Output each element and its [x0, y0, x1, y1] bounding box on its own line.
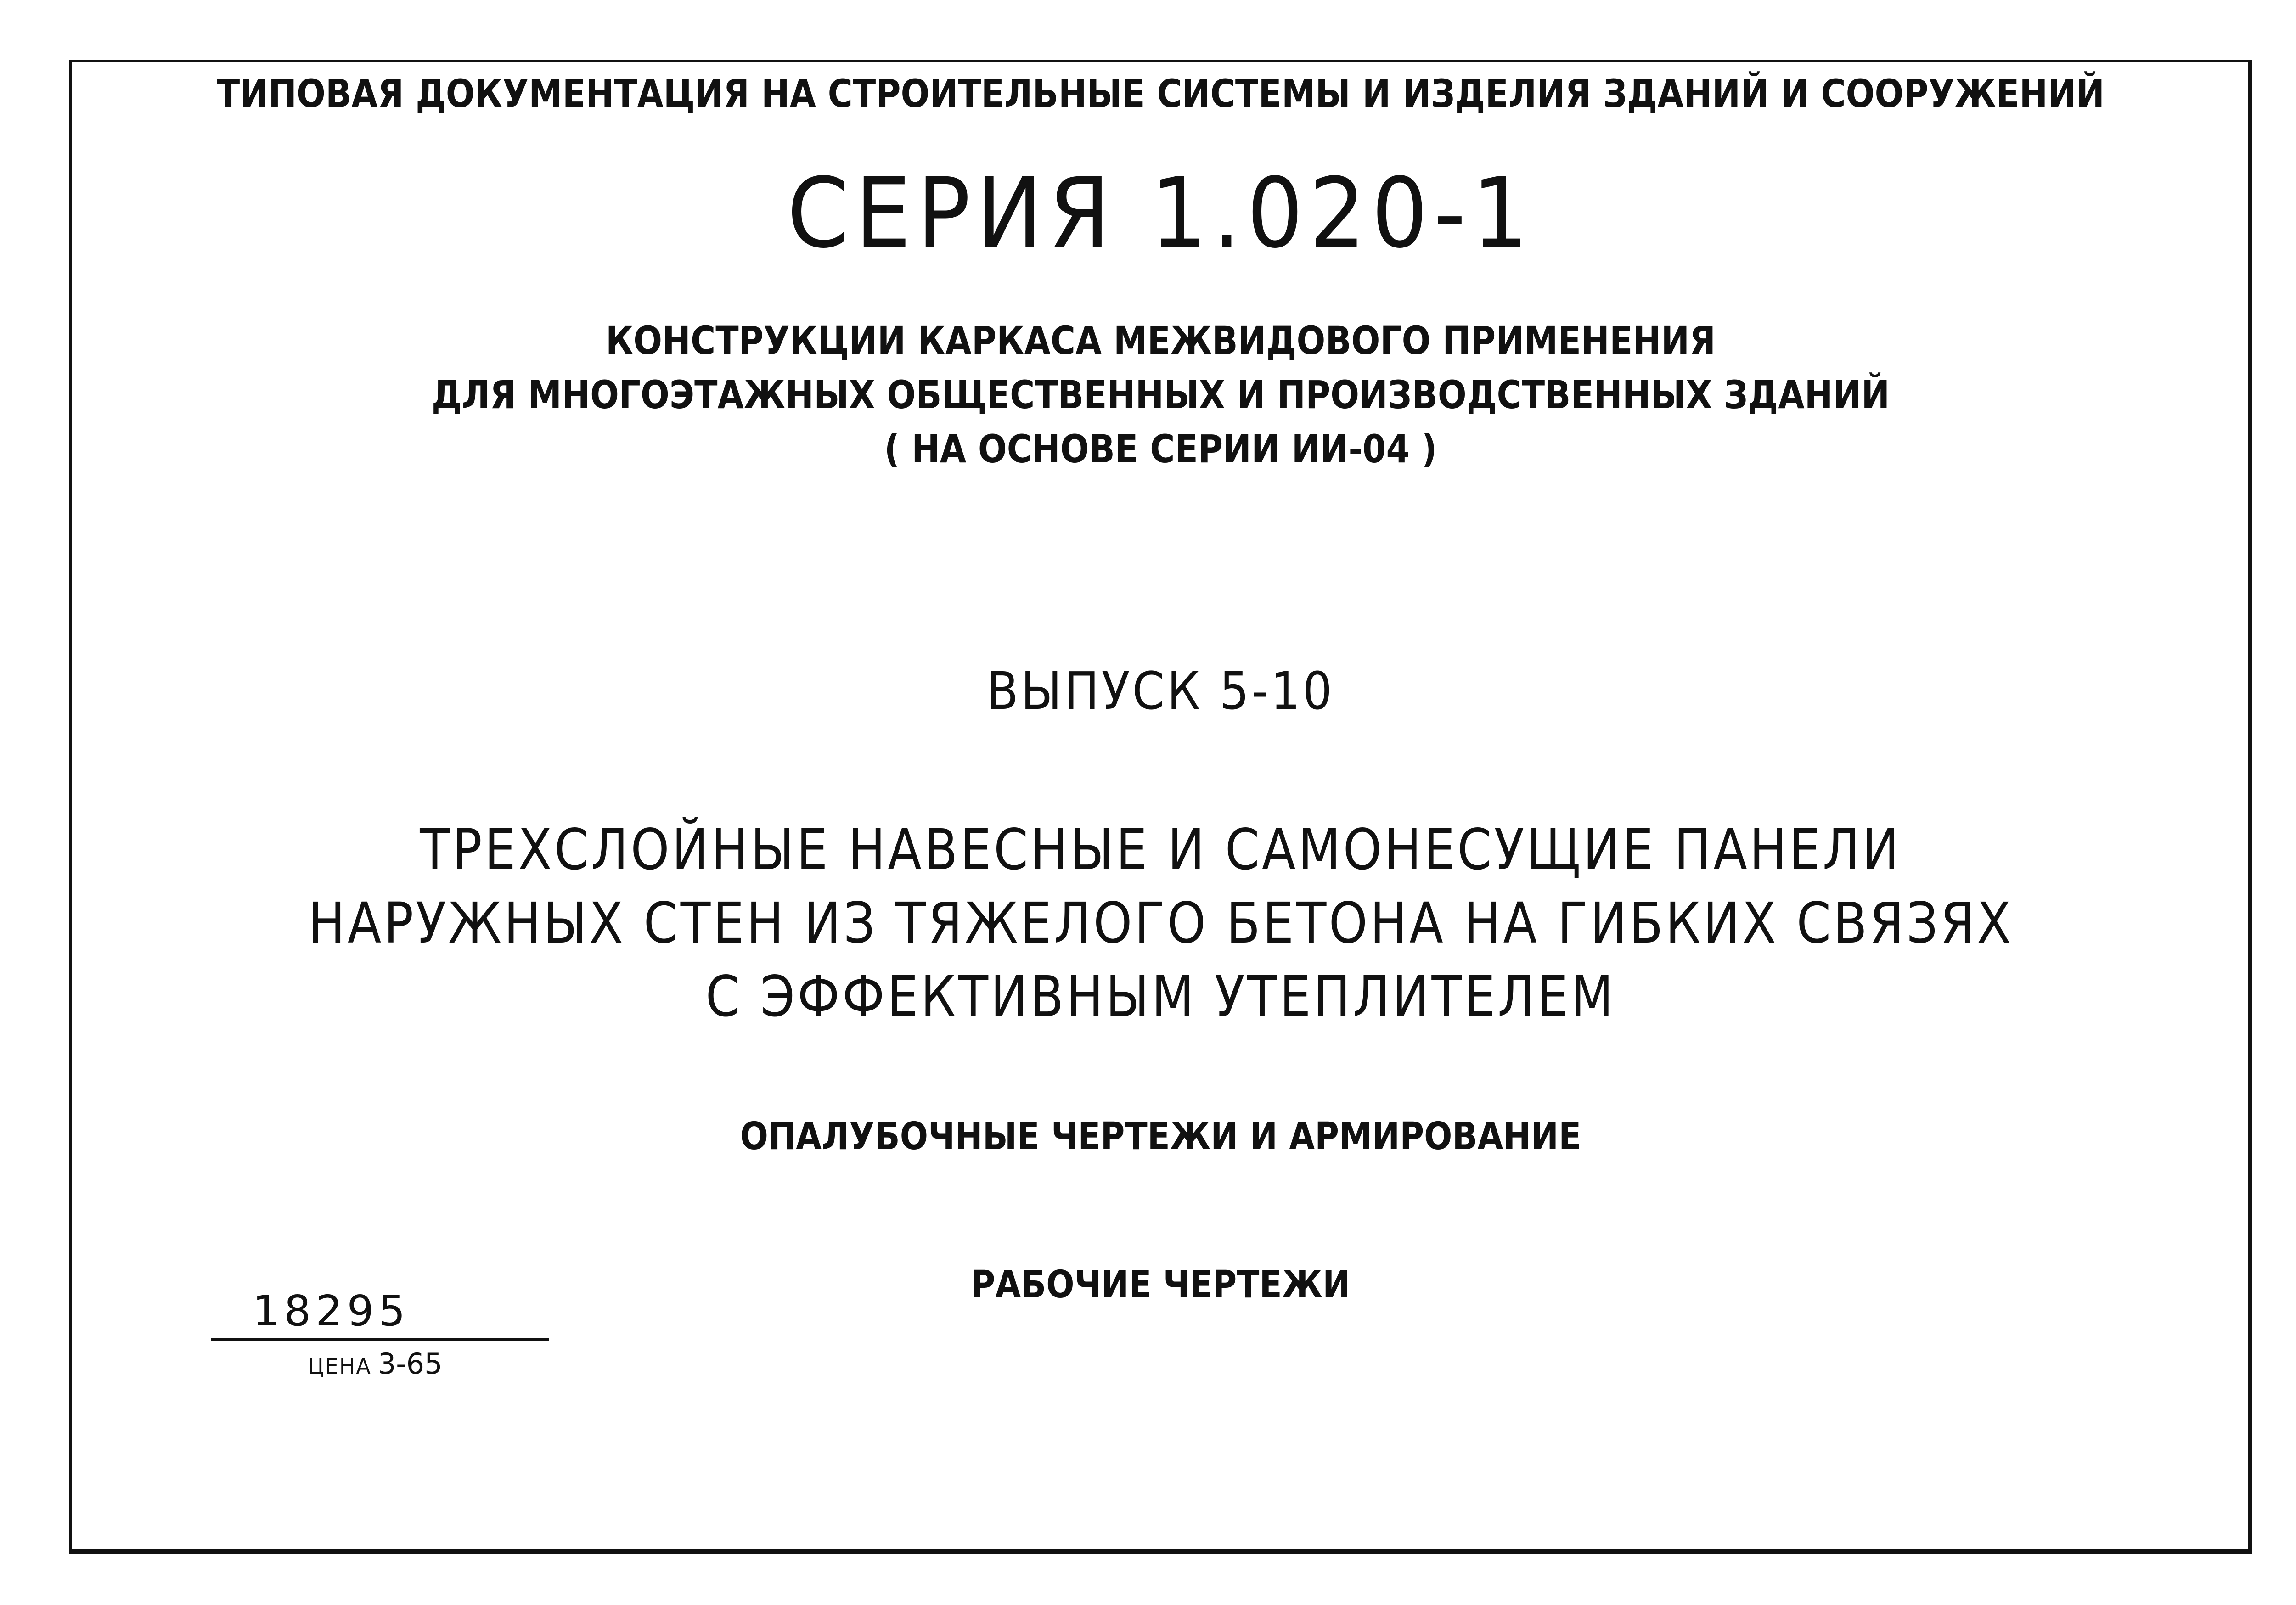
subtitle-line-1: КОНСТРУКЦИИ КАРКАСА МЕЖВИДОВОГО ПРИМЕНЕНИЯ [605, 318, 1716, 363]
product-title-line-1: ТРЕХСЛОЙНЫЕ НАВЕСНЫЕ И САМОНЕСУЩИЕ ПАНЕЛИ [420, 817, 1902, 882]
header-title: ТИПОВАЯ ДОКУМЕНТАЦИЯ НА СТРОИТЕЛЬНЫЕ СИСТЕМЫ И ИЗДЕЛИЯ ЗДАНИЙ И СООРУЖЕНИЙ [216, 71, 2105, 116]
section-title: ОПАЛУБОЧНЫЕ ЧЕРТЕЖИ И АРМИРОВАНИЕ [740, 1115, 1581, 1158]
product-title-line-3: С ЭФФЕКТИВНЫМ УТЕПЛИТЕЛЕМ [705, 964, 1616, 1029]
issue-number: ВЫПУСК 5-10 [986, 662, 1335, 721]
price-value: 3-65 [377, 1347, 443, 1381]
document-type: РАБОЧИЕ ЧЕРТЕЖИ [971, 1263, 1351, 1307]
series-title: СЕРИЯ 1.020-1 [787, 157, 1534, 269]
subtitle-line-3: ( НА ОСНОВЕ СЕРИИ ИИ-04 ) [884, 427, 1437, 471]
price-stamp [308, 1347, 443, 1381]
subtitle-line-2: ДЛЯ МНОГОЭТАЖНЫХ ОБЩЕСТВЕННЫХ И ПРОИЗВОДСТВЕННЫХ ЗДАНИЙ [431, 372, 1890, 417]
product-title-line-2: НАРУЖНЫХ СТЕН ИЗ ТЯЖЕЛОГО БЕТОНА НА ГИБКИХ СВЯЗЯХ [308, 891, 2014, 956]
inventory-underline [211, 1338, 549, 1341]
price-label: ЦЕНА [308, 1354, 371, 1379]
inventory-number: 18295 [253, 1286, 410, 1336]
